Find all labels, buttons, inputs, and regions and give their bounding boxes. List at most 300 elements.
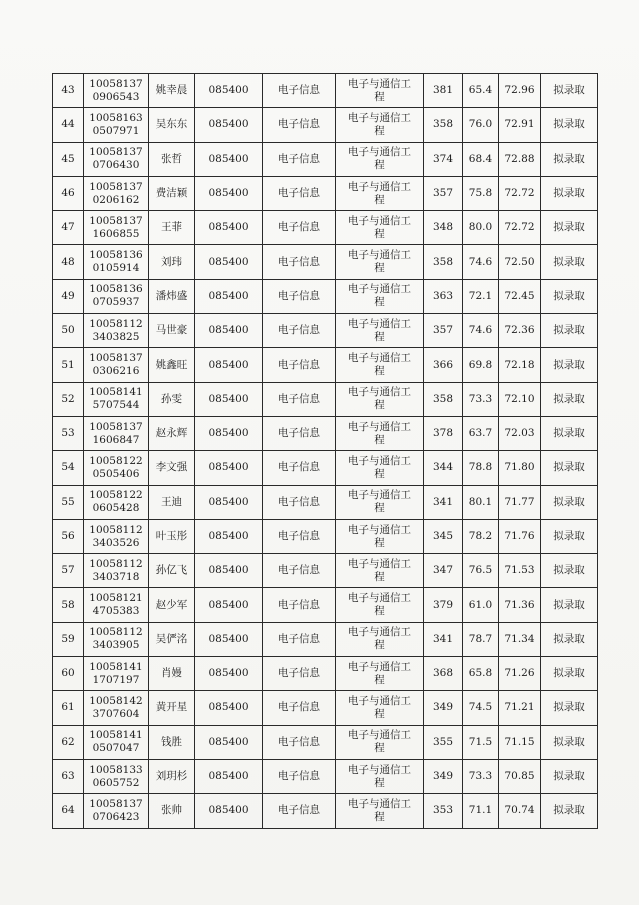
candidate-number-text: 0705937 bbox=[92, 296, 140, 309]
row-index-cell bbox=[53, 279, 84, 313]
row-index-text: 59 bbox=[61, 632, 75, 645]
interview-score-cell bbox=[463, 245, 499, 279]
research-direction-text: 电子与通信工 bbox=[348, 557, 411, 570]
total-score-text: 71.76 bbox=[504, 530, 535, 542]
row-index-text: 54 bbox=[61, 461, 75, 474]
interview-score-text: 74.6 bbox=[468, 255, 493, 268]
research-direction-cell bbox=[336, 725, 424, 759]
table-row bbox=[53, 211, 598, 245]
research-direction-text: 电子与通信工 bbox=[348, 626, 411, 639]
initial-exam-score-text: 348 bbox=[432, 221, 454, 234]
major-name-cell bbox=[263, 279, 336, 313]
major-code-text: 085400 bbox=[208, 392, 249, 405]
candidate-name-text: 赵少军 bbox=[155, 598, 188, 611]
row-index-cell bbox=[53, 657, 84, 691]
initial-exam-score-text: 341 bbox=[432, 632, 454, 645]
total-score-cell bbox=[499, 279, 541, 313]
major-code-cell bbox=[195, 725, 263, 759]
research-direction-text: 电子与通信工 bbox=[348, 797, 411, 810]
candidate-name-cell bbox=[149, 588, 195, 622]
row-index-text: 49 bbox=[61, 289, 75, 302]
major-code-text: 085400 bbox=[208, 632, 249, 645]
interview-score-text: 71.5 bbox=[468, 735, 493, 748]
total-score-text: 72.36 bbox=[504, 324, 535, 337]
admission-result-text: 拟录取 bbox=[553, 187, 585, 200]
total-score-text: 71.53 bbox=[504, 564, 535, 577]
initial-exam-score-text: 358 bbox=[432, 255, 454, 268]
initial-exam-score-text: 357 bbox=[432, 187, 454, 200]
major-code-text: 085400 bbox=[208, 289, 249, 302]
initial-exam-score-cell bbox=[424, 657, 463, 691]
candidate-number-text: 10058136 bbox=[89, 249, 143, 262]
major-name-text: 电子信息 bbox=[278, 84, 320, 97]
initial-exam-score-cell bbox=[424, 451, 463, 485]
table-row bbox=[53, 382, 598, 416]
total-score-text: 72.72 bbox=[504, 187, 535, 200]
candidate-name-cell bbox=[149, 759, 195, 793]
major-name-cell bbox=[263, 176, 336, 210]
total-score-text: 70.85 bbox=[504, 770, 535, 783]
interview-score-text: 65.8 bbox=[468, 667, 493, 680]
candidate-number-cell bbox=[84, 348, 149, 382]
admission-results-table bbox=[52, 73, 598, 829]
total-score-text: 72.91 bbox=[504, 118, 535, 131]
candidate-name-text: 孙亿飞 bbox=[155, 564, 188, 577]
interview-score-cell bbox=[463, 211, 499, 245]
research-direction-cell bbox=[336, 176, 424, 210]
candidate-number-cell bbox=[84, 279, 149, 313]
candidate-number-text: 0906543 bbox=[92, 90, 140, 103]
research-direction-text: 程 bbox=[374, 124, 385, 137]
candidate-number-cell bbox=[84, 794, 149, 828]
research-direction-cell bbox=[336, 211, 424, 245]
major-name-text: 电子信息 bbox=[278, 187, 320, 200]
row-index-text: 43 bbox=[61, 84, 75, 97]
admission-result-cell bbox=[541, 314, 598, 348]
row-index-cell bbox=[53, 485, 84, 519]
row-index-text: 64 bbox=[61, 804, 75, 817]
table-row bbox=[53, 348, 598, 382]
candidate-number-text: 3403825 bbox=[92, 330, 140, 343]
row-index-text: 63 bbox=[61, 770, 75, 783]
research-direction-text: 程 bbox=[374, 227, 385, 240]
research-direction-text: 程 bbox=[374, 159, 385, 172]
major-name-text: 电子信息 bbox=[278, 530, 320, 542]
interview-score-cell bbox=[463, 759, 499, 793]
research-direction-cell bbox=[336, 108, 424, 142]
row-index-text: 56 bbox=[61, 530, 75, 542]
row-index-text: 57 bbox=[61, 564, 75, 577]
total-score-cell bbox=[499, 416, 541, 450]
candidate-number-text: 10058122 bbox=[89, 489, 143, 502]
research-direction-cell bbox=[336, 314, 424, 348]
initial-exam-score-cell bbox=[424, 108, 463, 142]
candidate-number-text: 0605752 bbox=[92, 776, 140, 789]
interview-score-text: 75.8 bbox=[468, 187, 493, 200]
initial-exam-score-cell bbox=[424, 622, 463, 656]
research-direction-text: 电子与通信工 bbox=[348, 146, 411, 159]
candidate-name-cell bbox=[149, 725, 195, 759]
total-score-cell bbox=[499, 74, 541, 108]
major-name-cell bbox=[263, 622, 336, 656]
total-score-text: 71.34 bbox=[504, 632, 535, 645]
research-direction-cell bbox=[336, 622, 424, 656]
admission-result-cell bbox=[541, 74, 598, 108]
candidate-number-text: 10058137 bbox=[89, 352, 143, 365]
candidate-number-cell bbox=[84, 108, 149, 142]
table-row bbox=[53, 451, 598, 485]
candidate-name-cell bbox=[149, 108, 195, 142]
major-name-cell bbox=[263, 451, 336, 485]
candidate-name-cell bbox=[149, 451, 195, 485]
admission-result-cell bbox=[541, 657, 598, 691]
candidate-name-text: 王菲 bbox=[161, 221, 182, 234]
table-row bbox=[53, 279, 598, 313]
initial-exam-score-text: 366 bbox=[432, 358, 454, 371]
research-direction-cell bbox=[336, 485, 424, 519]
total-score-text: 72.88 bbox=[504, 152, 535, 165]
table-row bbox=[53, 245, 598, 279]
initial-exam-score-text: 349 bbox=[432, 770, 454, 783]
major-code-cell bbox=[195, 142, 263, 176]
major-code-cell bbox=[195, 794, 263, 828]
interview-score-text: 78.7 bbox=[468, 632, 493, 645]
initial-exam-score-text: 379 bbox=[432, 598, 454, 611]
major-name-text: 电子信息 bbox=[278, 598, 320, 611]
admission-result-text: 拟录取 bbox=[553, 598, 585, 611]
admission-result-text: 拟录取 bbox=[553, 324, 585, 337]
interview-score-cell bbox=[463, 176, 499, 210]
admission-result-cell bbox=[541, 348, 598, 382]
candidate-name-cell bbox=[149, 485, 195, 519]
major-code-cell bbox=[195, 691, 263, 725]
candidate-name-text: 张哲 bbox=[161, 152, 182, 165]
candidate-name-text: 姚鑫旺 bbox=[155, 358, 188, 371]
candidate-name-cell bbox=[149, 142, 195, 176]
research-direction-cell bbox=[336, 759, 424, 793]
total-score-text: 72.72 bbox=[504, 221, 535, 234]
major-code-cell bbox=[195, 554, 263, 588]
candidate-number-cell bbox=[84, 142, 149, 176]
research-direction-text: 程 bbox=[374, 570, 385, 583]
candidate-number-text: 0105914 bbox=[92, 262, 140, 275]
admission-result-text: 拟录取 bbox=[553, 289, 585, 302]
candidate-number-text: 10058112 bbox=[89, 523, 143, 536]
initial-exam-score-cell bbox=[424, 416, 463, 450]
initial-exam-score-cell bbox=[424, 588, 463, 622]
initial-exam-score-cell bbox=[424, 314, 463, 348]
research-direction-cell bbox=[336, 588, 424, 622]
major-code-cell bbox=[195, 485, 263, 519]
initial-exam-score-cell bbox=[424, 794, 463, 828]
admission-result-text: 拟录取 bbox=[553, 392, 585, 405]
admission-result-text: 拟录取 bbox=[553, 701, 585, 714]
interview-score-cell bbox=[463, 382, 499, 416]
total-score-cell bbox=[499, 108, 541, 142]
candidate-name-cell bbox=[149, 691, 195, 725]
total-score-cell bbox=[499, 519, 541, 553]
candidate-number-text: 0505406 bbox=[92, 467, 140, 480]
table-row bbox=[53, 691, 598, 725]
interview-score-text: 74.6 bbox=[468, 324, 493, 337]
major-code-text: 085400 bbox=[208, 358, 249, 371]
total-score-cell bbox=[499, 382, 541, 416]
initial-exam-score-text: 353 bbox=[432, 804, 454, 817]
major-code-text: 085400 bbox=[208, 427, 249, 440]
total-score-text: 72.96 bbox=[504, 84, 535, 97]
admission-result-cell bbox=[541, 622, 598, 656]
candidate-name-text: 刘玥杉 bbox=[155, 770, 188, 783]
research-direction-cell bbox=[336, 74, 424, 108]
research-direction-text: 程 bbox=[374, 639, 385, 652]
candidate-number-text: 10058142 bbox=[89, 694, 143, 707]
candidate-number-cell bbox=[84, 622, 149, 656]
major-name-cell bbox=[263, 588, 336, 622]
table-row bbox=[53, 176, 598, 210]
initial-exam-score-cell bbox=[424, 485, 463, 519]
total-score-cell bbox=[499, 485, 541, 519]
major-name-text: 电子信息 bbox=[278, 461, 320, 474]
research-direction-text: 电子与通信工 bbox=[348, 454, 411, 467]
major-code-text: 085400 bbox=[208, 187, 249, 200]
candidate-number-text: 10058141 bbox=[89, 660, 143, 673]
candidate-number-cell bbox=[84, 451, 149, 485]
initial-exam-score-text: 358 bbox=[432, 392, 454, 405]
major-name-cell bbox=[263, 485, 336, 519]
total-score-cell bbox=[499, 588, 541, 622]
major-code-cell bbox=[195, 622, 263, 656]
interview-score-text: 71.1 bbox=[468, 804, 493, 817]
major-name-text: 电子信息 bbox=[278, 701, 320, 714]
candidate-number-text: 10058137 bbox=[89, 797, 143, 810]
admission-result-text: 拟录取 bbox=[553, 770, 585, 783]
admission-result-cell bbox=[541, 485, 598, 519]
candidate-number-cell bbox=[84, 211, 149, 245]
candidate-number-cell bbox=[84, 485, 149, 519]
table-row bbox=[53, 554, 598, 588]
table-row bbox=[53, 759, 598, 793]
candidate-name-text: 张帅 bbox=[161, 804, 182, 817]
row-index-cell bbox=[53, 622, 84, 656]
admission-result-cell bbox=[541, 759, 598, 793]
research-direction-text: 程 bbox=[374, 536, 385, 549]
interview-score-cell bbox=[463, 142, 499, 176]
candidate-number-text: 3403718 bbox=[92, 570, 140, 583]
major-name-cell bbox=[263, 211, 336, 245]
row-index-text: 46 bbox=[61, 187, 75, 200]
candidate-name-text: 吴俨洺 bbox=[155, 632, 188, 645]
row-index-cell bbox=[53, 108, 84, 142]
candidate-number-text: 10058112 bbox=[89, 626, 143, 639]
research-direction-text: 电子与通信工 bbox=[348, 420, 411, 433]
candidate-name-text: 李文强 bbox=[155, 461, 188, 474]
interview-score-cell bbox=[463, 519, 499, 553]
row-index-text: 62 bbox=[61, 735, 75, 748]
research-direction-text: 程 bbox=[374, 502, 385, 515]
admission-result-text: 拟录取 bbox=[553, 564, 585, 577]
interview-score-cell bbox=[463, 74, 499, 108]
admission-result-text: 拟录取 bbox=[553, 632, 585, 645]
initial-exam-score-text: 349 bbox=[432, 701, 454, 714]
candidate-number-text: 1606855 bbox=[92, 227, 140, 240]
major-name-text: 电子信息 bbox=[278, 632, 320, 645]
research-direction-text: 程 bbox=[374, 433, 385, 446]
total-score-cell bbox=[499, 794, 541, 828]
candidate-name-cell bbox=[149, 554, 195, 588]
research-direction-text: 电子与通信工 bbox=[348, 283, 411, 296]
major-name-cell bbox=[263, 348, 336, 382]
major-name-text: 电子信息 bbox=[278, 152, 320, 165]
research-direction-text: 电子与通信工 bbox=[348, 352, 411, 365]
candidate-number-text: 10058163 bbox=[89, 111, 143, 124]
major-code-text: 085400 bbox=[208, 735, 249, 748]
total-score-text: 71.36 bbox=[504, 598, 535, 611]
initial-exam-score-cell bbox=[424, 245, 463, 279]
major-name-text: 电子信息 bbox=[278, 392, 320, 405]
major-name-cell bbox=[263, 74, 336, 108]
interview-score-cell bbox=[463, 725, 499, 759]
interview-score-cell bbox=[463, 314, 499, 348]
major-code-text: 085400 bbox=[208, 495, 249, 508]
major-code-text: 085400 bbox=[208, 324, 249, 337]
candidate-name-cell bbox=[149, 176, 195, 210]
initial-exam-score-cell bbox=[424, 382, 463, 416]
research-direction-text: 程 bbox=[374, 776, 385, 789]
major-code-cell bbox=[195, 451, 263, 485]
total-score-cell bbox=[499, 725, 541, 759]
initial-exam-score-text: 355 bbox=[432, 735, 454, 748]
row-index-text: 52 bbox=[61, 392, 75, 405]
major-name-cell bbox=[263, 725, 336, 759]
candidate-name-text: 黄开星 bbox=[155, 701, 188, 714]
row-index-cell bbox=[53, 176, 84, 210]
candidate-number-cell bbox=[84, 554, 149, 588]
table-row bbox=[53, 314, 598, 348]
row-index-cell bbox=[53, 588, 84, 622]
candidate-name-cell bbox=[149, 314, 195, 348]
table-row bbox=[53, 519, 598, 553]
interview-score-cell bbox=[463, 794, 499, 828]
interview-score-text: 76.0 bbox=[468, 118, 493, 131]
candidate-number-text: 10058137 bbox=[89, 146, 143, 159]
research-direction-cell bbox=[336, 348, 424, 382]
research-direction-cell bbox=[336, 657, 424, 691]
total-score-text: 72.18 bbox=[504, 358, 535, 371]
initial-exam-score-cell bbox=[424, 691, 463, 725]
initial-exam-score-cell bbox=[424, 142, 463, 176]
major-code-cell bbox=[195, 348, 263, 382]
research-direction-text: 程 bbox=[374, 707, 385, 720]
candidate-number-text: 10058121 bbox=[89, 592, 143, 605]
candidate-number-text: 5707544 bbox=[92, 399, 140, 412]
candidate-number-cell bbox=[84, 314, 149, 348]
candidate-name-cell bbox=[149, 657, 195, 691]
research-direction-text: 程 bbox=[374, 467, 385, 480]
total-score-cell bbox=[499, 691, 541, 725]
initial-exam-score-cell bbox=[424, 519, 463, 553]
total-score-text: 72.45 bbox=[504, 289, 535, 302]
interview-score-cell bbox=[463, 657, 499, 691]
major-code-cell bbox=[195, 416, 263, 450]
candidate-name-cell bbox=[149, 622, 195, 656]
major-code-cell bbox=[195, 176, 263, 210]
candidate-number-cell bbox=[84, 725, 149, 759]
initial-exam-score-text: 368 bbox=[432, 667, 454, 680]
admission-result-cell bbox=[541, 451, 598, 485]
major-code-text: 085400 bbox=[208, 804, 249, 817]
total-score-cell bbox=[499, 657, 541, 691]
admission-result-cell bbox=[541, 382, 598, 416]
candidate-number-text: 10058141 bbox=[89, 729, 143, 742]
row-index-cell bbox=[53, 348, 84, 382]
interview-score-text: 80.0 bbox=[468, 221, 493, 234]
candidate-name-cell bbox=[149, 382, 195, 416]
total-score-cell bbox=[499, 554, 541, 588]
row-index-cell bbox=[53, 519, 84, 553]
research-direction-cell bbox=[336, 279, 424, 313]
candidate-name-text: 赵永辉 bbox=[155, 427, 188, 440]
candidate-number-cell bbox=[84, 74, 149, 108]
total-score-cell bbox=[499, 314, 541, 348]
major-name-cell bbox=[263, 691, 336, 725]
initial-exam-score-cell bbox=[424, 725, 463, 759]
research-direction-text: 电子与通信工 bbox=[348, 763, 411, 776]
research-direction-text: 程 bbox=[374, 810, 385, 823]
major-name-cell bbox=[263, 759, 336, 793]
admission-result-cell bbox=[541, 245, 598, 279]
admission-result-cell bbox=[541, 142, 598, 176]
candidate-number-cell bbox=[84, 382, 149, 416]
candidate-number-text: 10058137 bbox=[89, 77, 143, 90]
table-row bbox=[53, 416, 598, 450]
row-index-cell bbox=[53, 314, 84, 348]
major-code-cell bbox=[195, 759, 263, 793]
major-name-cell bbox=[263, 416, 336, 450]
candidate-number-text: 0206162 bbox=[92, 193, 140, 206]
initial-exam-score-text: 347 bbox=[432, 564, 454, 577]
total-score-text: 71.15 bbox=[504, 735, 535, 748]
interview-score-cell bbox=[463, 554, 499, 588]
candidate-number-text: 10058122 bbox=[89, 454, 143, 467]
research-direction-text: 电子与通信工 bbox=[348, 249, 411, 262]
major-code-cell bbox=[195, 314, 263, 348]
admission-result-cell bbox=[541, 794, 598, 828]
initial-exam-score-text: 381 bbox=[432, 84, 454, 97]
interview-score-text: 73.3 bbox=[468, 770, 493, 783]
interview-score-cell bbox=[463, 348, 499, 382]
candidate-number-text: 10058141 bbox=[89, 386, 143, 399]
candidate-number-text: 10058112 bbox=[89, 317, 143, 330]
major-code-text: 085400 bbox=[208, 118, 249, 131]
table-row bbox=[53, 485, 598, 519]
major-code-cell bbox=[195, 382, 263, 416]
research-direction-text: 程 bbox=[374, 742, 385, 755]
total-score-text: 71.21 bbox=[504, 701, 535, 714]
row-index-text: 51 bbox=[61, 358, 75, 371]
major-name-cell bbox=[263, 108, 336, 142]
interview-score-cell bbox=[463, 279, 499, 313]
row-index-text: 58 bbox=[61, 598, 75, 611]
candidate-number-text: 3403905 bbox=[92, 639, 140, 652]
row-index-text: 47 bbox=[61, 221, 75, 234]
total-score-cell bbox=[499, 245, 541, 279]
initial-exam-score-cell bbox=[424, 74, 463, 108]
admission-result-text: 拟录取 bbox=[553, 530, 585, 542]
major-name-text: 电子信息 bbox=[278, 495, 320, 508]
total-score-text: 71.80 bbox=[504, 461, 535, 474]
research-direction-text: 程 bbox=[374, 673, 385, 686]
research-direction-text: 电子与通信工 bbox=[348, 729, 411, 742]
